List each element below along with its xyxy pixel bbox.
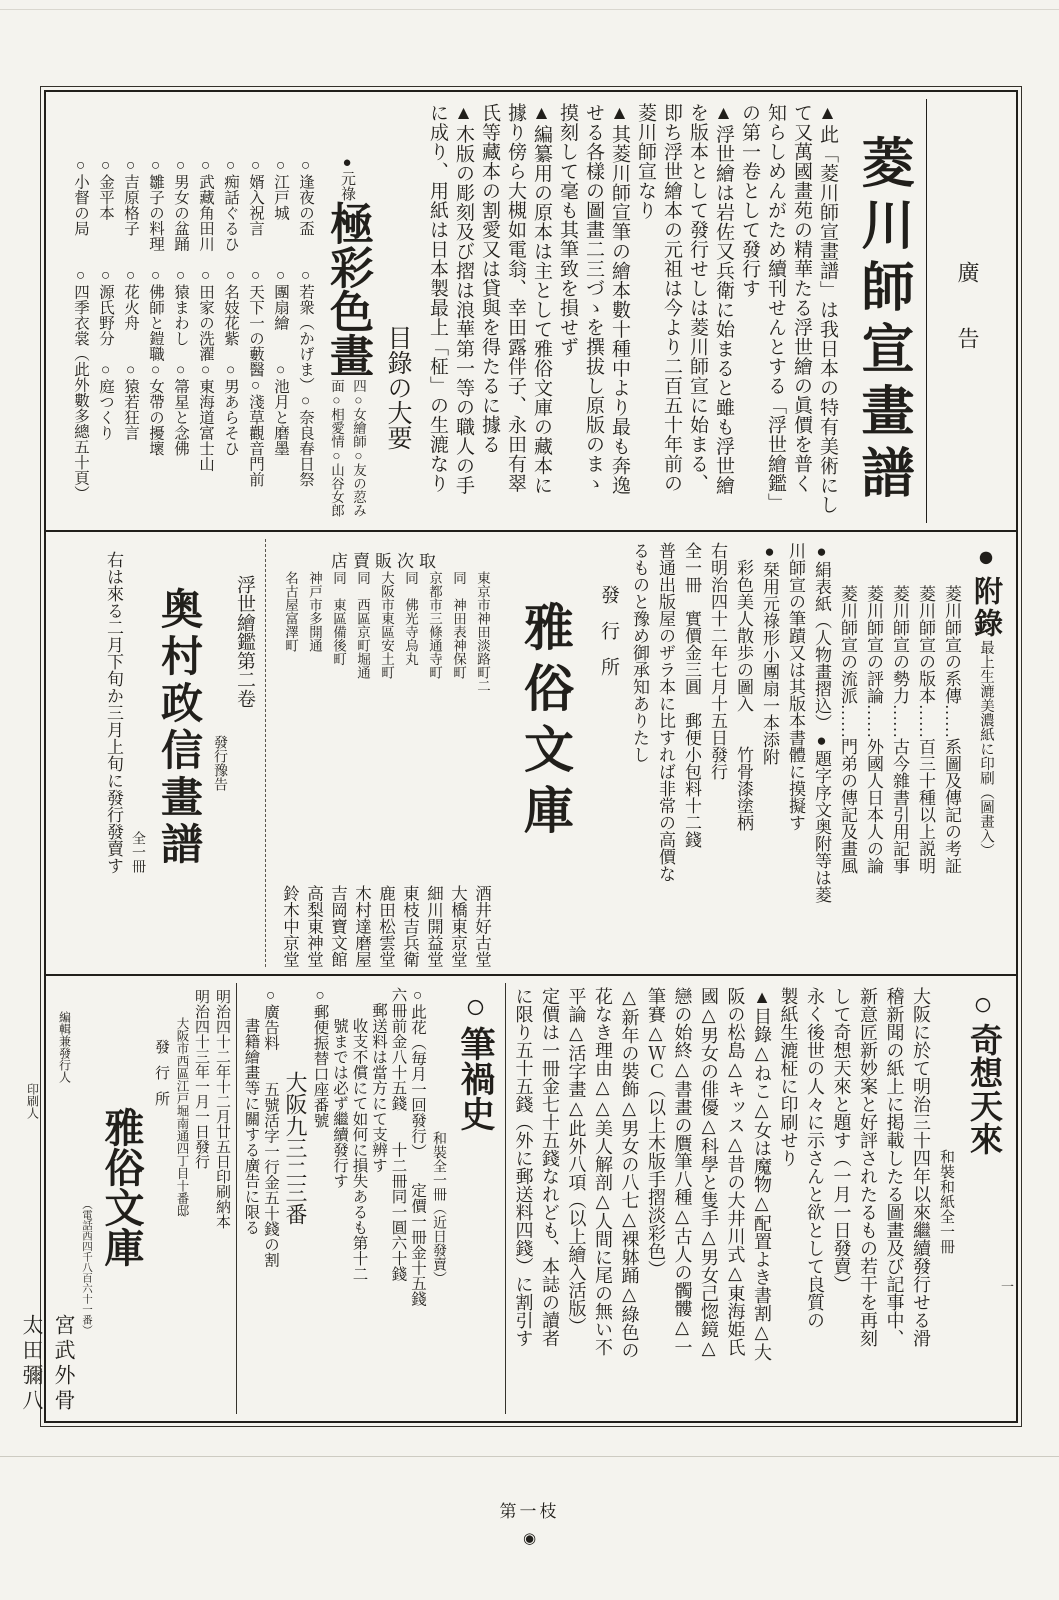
- distributors-columns: [278, 571, 494, 967]
- kiso-body-column-11: △新年の裝飾△男女の八七△裸躰踊△綠色の: [619, 987, 640, 1359]
- konohana-columns: [310, 983, 427, 1414]
- page-border-frame-inner: [20, 90, 1018, 1423]
- colophon-issued-date: 明治四十三年一月一日發行: [193, 989, 209, 1169]
- appendix-note-column-1: 川師宣の筆蹟又は其版本書體に摸擬す: [786, 542, 805, 831]
- kiso-body-column-7: 阪の松島△キッス△昔の大井川式△東海姫氏: [725, 987, 746, 1356]
- distributors-block: [278, 539, 494, 967]
- distributor-place: 同 佛光寺烏丸: [403, 571, 418, 666]
- kiso-body-column-3: して奇想天來と題す（一月一日發賣）: [831, 987, 852, 1293]
- ad-rate-columns: [241, 983, 280, 1414]
- publisher-label: 發行所: [598, 585, 619, 693]
- footer-register-mark-icon: ◉: [522, 1531, 537, 1547]
- appendix-item-column-4: 菱川師宣の流派……門弟の傳記及畫風: [838, 585, 857, 874]
- okumura-title: 奥村政信畫譜: [155, 587, 201, 869]
- appendix-item-column-1: 菱川師宣の版本……百三十種以上説明: [916, 585, 935, 874]
- hikka-shi-format: 和裝全一冊（近日發賣）: [431, 1131, 446, 1285]
- distributor-place: 名古屋富澤町: [283, 571, 298, 652]
- footer-signature-label: 第一枝: [499, 1502, 560, 1521]
- section-appendix-and-distributors: [46, 532, 1016, 976]
- distributor-place: 京都市三條通寺町: [427, 571, 442, 679]
- footer-rule: [0, 1456, 1059, 1457]
- colophon-editor-name: 宮武外骨: [52, 1314, 76, 1414]
- konohana-column-5: ○郵便振替口座番號: [311, 987, 329, 1128]
- distributor-name: 酒井好古堂: [472, 884, 492, 967]
- colophon-printer-name: 太田彌八: [20, 1314, 44, 1414]
- appendix-subtitle: 最上生漉美濃紙に印刷（圖畫入）: [978, 640, 994, 858]
- moronobu-title-column: [840, 99, 926, 523]
- distributor-name: 木村達磨屋: [352, 884, 372, 967]
- distributor-row: [374, 571, 398, 967]
- edge-collation-mark: 一: [1001, 1279, 1015, 1294]
- distributor-row: [326, 571, 350, 967]
- dashed-divider: [265, 539, 266, 967]
- distributor-name: 鹿田松雲堂: [376, 884, 396, 967]
- catalog-item-column-2: ○婿入祝言 ○天下一の藪醫○淺草觀音門前: [247, 157, 264, 487]
- distributor-name: 細川開益堂: [424, 884, 444, 967]
- appendix-note-column-4: 右明治四十二年七月十五日發行: [708, 542, 727, 780]
- kiso-body-column-0: 大阪に於て明治三十四年以來繼續發行せる滑: [911, 987, 931, 1347]
- catalog-item-column-6: ○雛子の料理 ○佛師と鎧職○女帶の擾壞: [147, 157, 164, 456]
- distributor-name: 大橋東京堂: [448, 884, 468, 967]
- catalog-item-column-8: ○金平本 ○源氏野分 ○庭つくり: [97, 157, 114, 441]
- appendix-note-column-5: 全一冊 實價金三圓 郵便小包料十二錢: [682, 542, 701, 848]
- kiso-tenrai-body-columns: [510, 983, 934, 1414]
- kiso-tenrai-title: ○奇想天來: [965, 987, 1001, 1155]
- advertisement-header-column: [926, 99, 1008, 523]
- okumura-volume: 全一冊: [130, 831, 145, 873]
- catalog-series-prefix: ●元祿: [339, 155, 355, 201]
- appendix-note-column-2: ●栞用元祿形小團扇一本添附: [760, 542, 779, 765]
- ad-rate-column-0: ○廣告料 五號活字一行金五十錢の割: [262, 987, 279, 1268]
- kiso-body-column-9: 戀の始終△書畫の贋筆八種△古人の髑髏△一: [672, 987, 693, 1356]
- distributor-row: [350, 571, 374, 967]
- moronobu-body-column-15: に成り、用紙は日本製最上「柾」の生漉なり: [427, 103, 448, 493]
- catalog-item-column-0: ○逢夜の盃 ○若衆（かげま）○奈良春日祭: [297, 157, 314, 487]
- colophon-printer: [16, 983, 48, 1414]
- moronobu-body-column-13: 氏等藏本の割愛又は貸與を得たるに據る: [479, 103, 500, 454]
- catalog-heading: 目錄の大要: [384, 325, 411, 450]
- moronobu-body-columns: [424, 99, 840, 523]
- moronobu-body-column-10: 摸刻して毫も其筆致を損せず: [557, 103, 578, 357]
- distributor-row: [422, 571, 446, 967]
- appendix-note-columns: [626, 539, 834, 967]
- moronobu-body-column-8: ▲其菱川師宣筆の繪本數十種中より最も奔逸: [609, 103, 630, 495]
- catalog-item-column-3: ○痴話ぐるひ ○名妓花紫 ○男あらそひ: [222, 157, 239, 456]
- kiso-body-column-13: 平論△活字畫△此外八項（以上繪入活版）: [566, 987, 587, 1335]
- kiso-body-column-1: 稽新聞の紙上に掲載したる圖畫及び記事中、: [884, 987, 905, 1347]
- hikka-shi-title: ○筆禍史: [456, 987, 495, 1131]
- moronobu-body-column-5: を版本として發行せしは菱川師宣に始まる、: [687, 103, 708, 493]
- konohana-column-4: 號までは必ず繼續發行す: [331, 987, 348, 1189]
- colophon-printer-label: 印刷人: [25, 1083, 40, 1119]
- okumura-body: 右は來る二月下旬か三月上旬に發行發賣す: [104, 551, 123, 874]
- appendix-note-column-3: 彩色美人散歩の圖入 竹骨漆塗柄: [734, 542, 753, 831]
- distributor-name: 鈴木中京堂: [280, 884, 300, 967]
- colophon-printed-date: 明治四十二年十二月廿五日印刷納本: [214, 989, 230, 1229]
- okumura-series: 浮世繪鑑第二卷: [234, 575, 255, 708]
- page-border-frame: [20, 86, 1022, 1427]
- distributor-row: [278, 571, 302, 967]
- distributors-heading: 店賣販次取: [331, 552, 441, 571]
- appendix-title: ●附錄: [970, 541, 1002, 640]
- catalog-item-column-1: ○江戸城 ○團扇繪 ○池月と磨墨: [272, 157, 289, 456]
- moronobu-body-column-11: ▲編纂用の原本は主として雅俗文庫の藏本に: [531, 103, 552, 495]
- moronobu-body-column-7: 菱川師宣なり: [635, 103, 656, 220]
- moronobu-body-column-4: ▲浮世繪は岩佐又兵衛に始まると雖も浮世繪: [713, 103, 734, 495]
- konohana-column-2: 郵送料は當方にて支辨す: [370, 987, 387, 1173]
- publisher-name: 雅俗文庫: [517, 601, 573, 845]
- konohana-column-0: ○此花（毎月一回發行） 定價一冊金十五錢: [409, 987, 426, 1307]
- distributor-name: 東枝吉兵衛: [400, 884, 420, 967]
- section-kiso-hikka-colophon: [20, 976, 1016, 1421]
- appendix-item-column-0: 菱川師宣の系傳……系圖及傳記の考証: [942, 585, 961, 874]
- kiso-body-column-5: 製紙生漉柾に印刷せり: [778, 987, 799, 1167]
- kiso-body-column-15: に限り五十五錢（外に郵送料四錢）に割引す: [513, 987, 534, 1347]
- catalog-series-title-group: [318, 99, 376, 523]
- scan-edge-line: [0, 9, 1059, 10]
- catalog-lead-columns: [325, 379, 369, 517]
- vertical-divider: [236, 983, 237, 1414]
- appendix-item-column-3: 菱川師宣の評論……外國人日本人の論: [864, 585, 883, 874]
- okumura-notice: 發行豫告: [212, 735, 227, 791]
- moronobu-body-column-6: 即ち浮世繪本の元祖は今より二百五十年前の: [661, 103, 682, 493]
- distributor-place: 大阪市東區安土町: [379, 571, 394, 679]
- ad-rate-column-1: 書籍繪畫等に關する廣告に限る: [242, 987, 260, 1235]
- catalog-item-columns: [68, 99, 318, 523]
- distributor-name: 高梨東神堂: [304, 884, 324, 967]
- distributor-row: [398, 571, 422, 967]
- appendix-item-columns: [834, 539, 964, 967]
- moronobu-body-column-12: 據り傍ら大槻如電翁、幸田露伴子、永田有翠: [505, 103, 526, 493]
- konohana-column-3: 收支不償にて如何に損失あるも第十二: [350, 987, 368, 1282]
- catalog-item-column-9: ○小督の局 ○四季衣裳（此外數多總五十頁）: [72, 157, 89, 501]
- colophon-editor-label: 編輯兼發行人: [57, 1011, 72, 1083]
- moronobu-body-column-3: の第一卷として發行す: [739, 103, 760, 298]
- kiso-body-column-4: 永く後世の人々に示さんと欲として良質の: [805, 987, 825, 1329]
- vertical-divider: [505, 983, 506, 1414]
- section-moronobu-gafu: [46, 92, 1016, 532]
- advertisement-label: 廣告: [955, 261, 980, 393]
- catalog-lead-column-0: 四○女繪師○友の荵み: [351, 379, 366, 517]
- appendix-note-column-0: ●絹表紙（人物畫摺込）●題字序文奥附等は菱: [812, 542, 831, 903]
- colophon-block: [16, 983, 232, 1414]
- moronobu-body-column-2: 知らしめんがため續刊せんとする「浮世繪鑑」: [765, 103, 786, 513]
- catalog-item-column-4: ○武藏角田川 ○田家の洗濯○東海道富士山: [197, 157, 214, 472]
- distributor-place: 神戸市多開通: [307, 571, 322, 652]
- kiso-body-column-6: ▲目錄△ねこ△女は魔物△配置よき書割△大: [752, 987, 772, 1361]
- postal-account-number: 大阪九三二三番: [283, 1071, 308, 1225]
- kiso-body-column-14: 定價は一冊金七十五錢なれども、本誌の讀者: [540, 987, 560, 1347]
- kiso-body-column-12: 花なき理由△△美人解剖△人間に尾の無い不: [593, 987, 613, 1356]
- colophon-publisher-name: 雅俗文庫: [99, 1107, 144, 1267]
- appendix-note-column-7: るものと豫め御承知ありたし: [630, 542, 649, 763]
- distributor-place: 同 東區備後町: [331, 571, 346, 666]
- moronobu-body-column-1: て又萬國畫苑の精華たる浮世繪の眞價を普く: [791, 103, 812, 493]
- catalog-item-column-5: ○男女の盆踊 ○猿まわし ○箒星と念佛: [172, 157, 189, 456]
- colophon-address: 大阪市西區江戸堀南通四丁目十番邸: [175, 1017, 189, 1217]
- appendix-note-column-6: 普通出版屋のザラ本に比すれば非常の高價な: [656, 542, 675, 882]
- moronobu-body-column-14: ▲木版の彫刻及び摺は浪華第一等の職人の手: [453, 103, 474, 495]
- catalog-item-column-7: ○吉原格子 ○花火舟 ○猿若狂言: [122, 157, 139, 441]
- appendix-title-column: [964, 539, 1008, 967]
- distributor-place: 東京市神田淡路町二: [475, 571, 490, 693]
- moronobu-title: 菱川師宣畫譜: [854, 135, 912, 507]
- colophon-phone: （電話西四千八百六十一番）: [81, 1199, 92, 1336]
- distributor-place: 同 西區京町堀通: [355, 571, 370, 679]
- distributor-row: [470, 571, 494, 967]
- distributor-name: 吉岡寶文館: [328, 884, 348, 967]
- distributor-row: [446, 571, 470, 967]
- appendix-item-column-2: 菱川師宣の勢力……古今雜書引用記事: [890, 585, 909, 874]
- catalog-lead-column-1: 面○相愛情○山谷女郎: [329, 379, 344, 517]
- kiso-body-column-2: 新意匠新妙案と好評されたるもの若干を再刻: [858, 987, 878, 1347]
- kiso-body-column-8: 國△男女の俳優△科學と隻手△男女己惚鏡△: [699, 987, 719, 1359]
- colophon-publisher-label: 發行所: [153, 1039, 169, 1117]
- moronobu-body-column-0: ▲此「菱川師宣畫譜」は我日本の特有美術にし: [817, 103, 838, 515]
- distributor-row: [302, 571, 326, 967]
- okumura-preview-block: [99, 539, 259, 967]
- moronobu-body-column-9: せる各樣の圖畫二三づゝを撰拔し原版のまゝ: [583, 103, 604, 493]
- distributor-place: 同 神田表神保町: [451, 571, 466, 679]
- catalog-series-title: 極彩色畫: [323, 201, 372, 377]
- kiso-tenrai-format: 和裝和紙全一冊: [938, 1149, 954, 1254]
- colophon-editor: [48, 983, 80, 1414]
- kiso-body-column-10: 筆賽△ＷＣ（以上木版手摺淡彩色）: [646, 987, 666, 1278]
- konohana-column-1: 六冊前金八十五錢 十二冊同一圓六十錢: [389, 987, 407, 1282]
